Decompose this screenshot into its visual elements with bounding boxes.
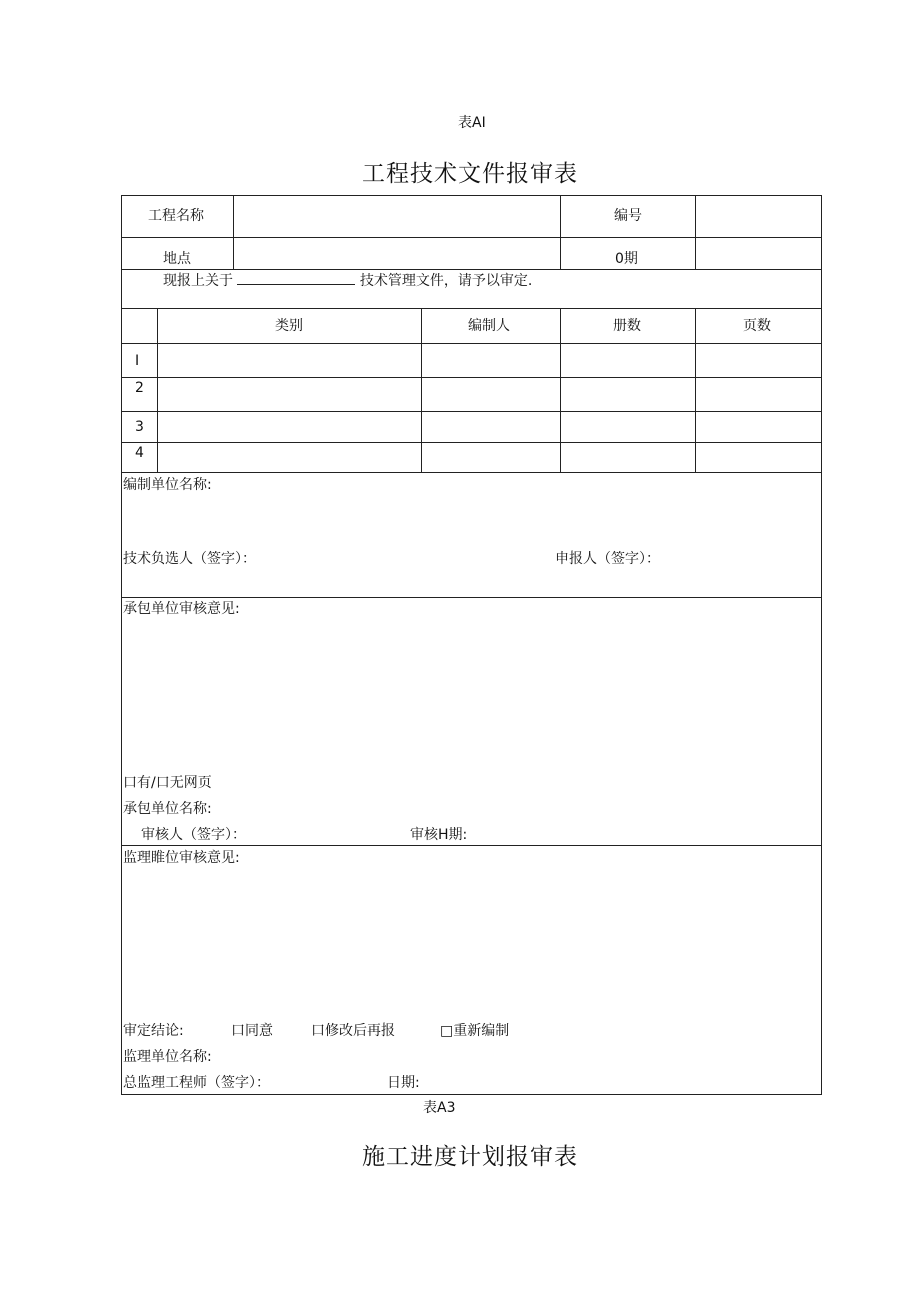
intro-suffix: 技术管理文件，请予以审定. bbox=[359, 273, 533, 289]
column-header-category: 类别 bbox=[275, 318, 303, 334]
column-header-pages: 页数 bbox=[743, 318, 771, 334]
column-header-volumes: 册数 bbox=[613, 318, 641, 334]
tech-lead-signature-label: 技术负选人（签字）： bbox=[123, 551, 256, 567]
location-label: 地点 bbox=[163, 251, 191, 267]
row-number: 2 bbox=[135, 380, 144, 396]
contractor-unit-label: 承包单位名称: bbox=[123, 801, 212, 817]
row-number: 4 bbox=[135, 445, 144, 461]
table-number: 表AI bbox=[458, 115, 486, 131]
contractor-opinion-label: 承包单位审核意见: bbox=[123, 601, 240, 617]
final-date-label: 日期: bbox=[387, 1075, 420, 1091]
attachment-option[interactable]: 口有/口无网页 bbox=[123, 775, 212, 791]
next-table-number: 表A3 bbox=[423, 1100, 456, 1116]
supervisor-opinion-label: 监理睢位审核意见: bbox=[123, 850, 240, 866]
number-field[interactable] bbox=[696, 196, 821, 237]
next-form-title: 施工进度计划报审表 bbox=[362, 1144, 578, 1170]
chief-supervisor-signature-label: 总监理工程师（签字）： bbox=[123, 1075, 270, 1091]
option-agree-checkbox[interactable]: 口同意 bbox=[231, 1023, 273, 1039]
document-topic-blank[interactable] bbox=[237, 272, 355, 285]
project-name-field[interactable] bbox=[234, 196, 560, 237]
option-revise-checkbox[interactable]: 口修改后再报 bbox=[311, 1023, 395, 1039]
compiler-unit-label: 编制单位名称: bbox=[123, 477, 212, 493]
applicant-signature-label: 申报人（签字）： bbox=[555, 551, 660, 567]
location-field[interactable] bbox=[234, 238, 560, 269]
row-number: 3 bbox=[135, 419, 144, 435]
number-label: 编号 bbox=[614, 208, 642, 224]
supervisor-unit-label: 监理单位名称: bbox=[123, 1049, 212, 1065]
supervisor-opinion-field[interactable] bbox=[123, 870, 819, 1015]
date-field[interactable] bbox=[696, 238, 821, 269]
date-label: 0期 bbox=[615, 251, 638, 267]
column-header-compiler: 编制人 bbox=[468, 318, 510, 334]
row-number: I bbox=[135, 353, 140, 369]
form-title: 工程技术文件报审表 bbox=[362, 161, 578, 187]
project-name-label: 工程名称 bbox=[148, 208, 204, 224]
reviewer-signature-label: 审核人（签字）： bbox=[141, 827, 246, 843]
conclusion-label: 审定结论: bbox=[123, 1023, 184, 1039]
contractor-opinion-field[interactable] bbox=[123, 620, 819, 770]
option-recompile-checkbox[interactable]: □重新编制 bbox=[440, 1023, 510, 1039]
intro-text bbox=[163, 272, 532, 289]
review-date-label: 审核H期: bbox=[410, 827, 468, 843]
intro-prefix: 现报上关于 bbox=[163, 273, 233, 289]
